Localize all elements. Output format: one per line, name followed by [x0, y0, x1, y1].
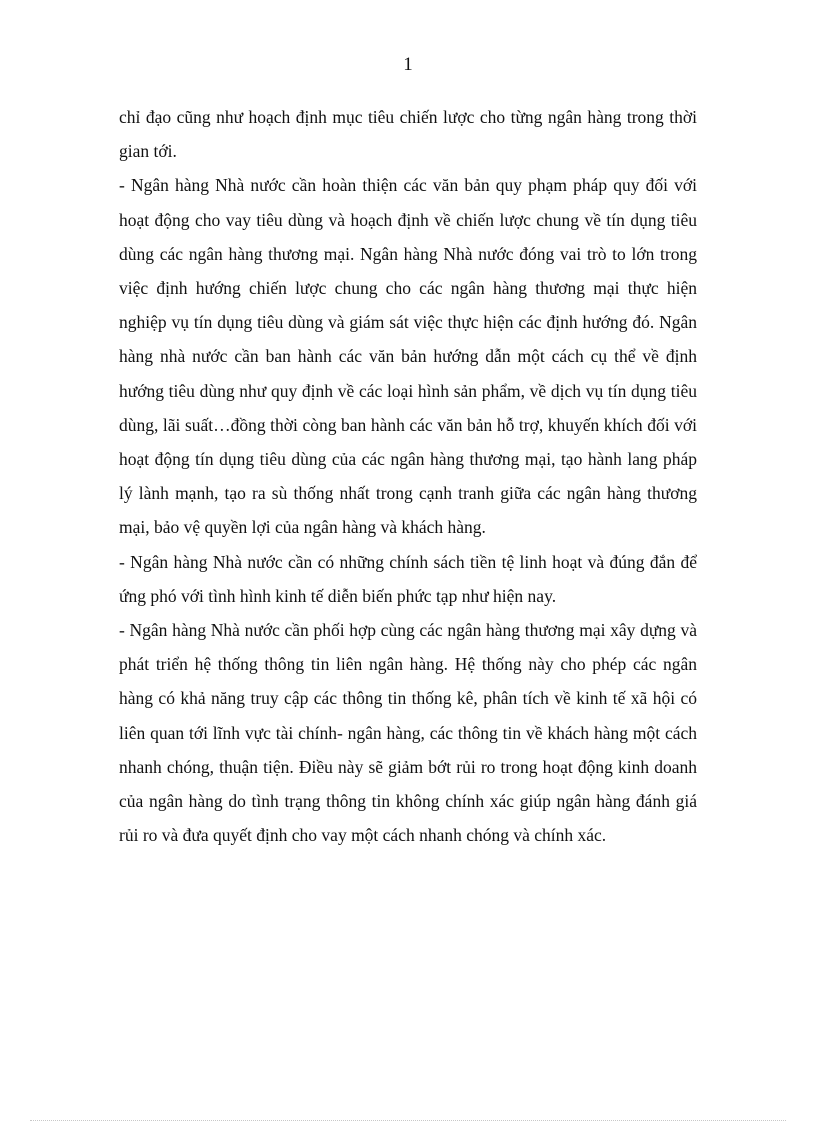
- paragraph-information-system: - Ngân hàng Nhà nước cần phối hợp cùng các ngân hàng thương mại xây dựng và phát triển hệ thống thông tin liên ngân hàng. Hệ thống này cho phép các ngân hàng có khả năng truy cập các thông tin thống kê, phân tích về kinh tế xã hội có liên quan tới lĩnh vực tài chính- ngân hàng, các thông tin về khách hàng một cách nhanh chóng, thuận tiện. Điều này sẽ giảm bớt rủi ro trong hoạt động kinh doanh của ngân hàng do tình trạng thông tin không chính xác giúp ngân hàng đánh giá rủi ro và đưa quyết định cho vay một cách nhanh chóng và chính xác.: [119, 620, 697, 846]
- paragraph-legal-framework: - Ngân hàng Nhà nước cần hoàn thiện các văn bản quy phạm pháp quy đối với hoạt động cho vay tiêu dùng và hoạch định về chiến lược chung về tín dụng tiêu dùng các ngân hàng thương mại. Ngân hàng Nhà nước đóng vai trò to lớn trong việc định hướng chiến lược chung cho các ngân hàng thương mại thực hiện nghiệp vụ tín dụng tiêu dùng và giám sát việc thực hiện các định hướng đó. Ngân hàng nhà nước cần ban hành các văn bản hướng dẫn một cách cụ thể về định hướng tiêu dùng như quy định về các loại hình sản phẩm, về dịch vụ tín dụng tiêu dùng, lãi suất…đồng thời còng ban hành các văn bản hỗ trợ, khuyến khích đối với hoạt động tín dụng tiêu dùng của các ngân hàng thương mại, tạo hành lang pháp lý lành mạnh, tạo ra sù thống nhất trong cạnh tranh giữa các ngân hàng thương mại, bảo vệ quyền lợi của ngân hàng và khách hàng.: [119, 175, 697, 538]
- paragraph-continuation: chỉ đạo cũng như hoạch định mục tiêu chiến lược cho từng ngân hàng trong thời gian tới.: [119, 107, 697, 162]
- document-body: [119, 100, 697, 852]
- page-bottom-divider: [30, 1120, 786, 1121]
- paragraph-monetary-policy: - Ngân hàng Nhà nước cần có những chính sách tiền tệ linh hoạt và đúng đắn để ứng phó với tình hình kinh tế diễn biến phức tạp như hiện nay.: [119, 551, 697, 606]
- page-number: 1: [403, 54, 413, 75]
